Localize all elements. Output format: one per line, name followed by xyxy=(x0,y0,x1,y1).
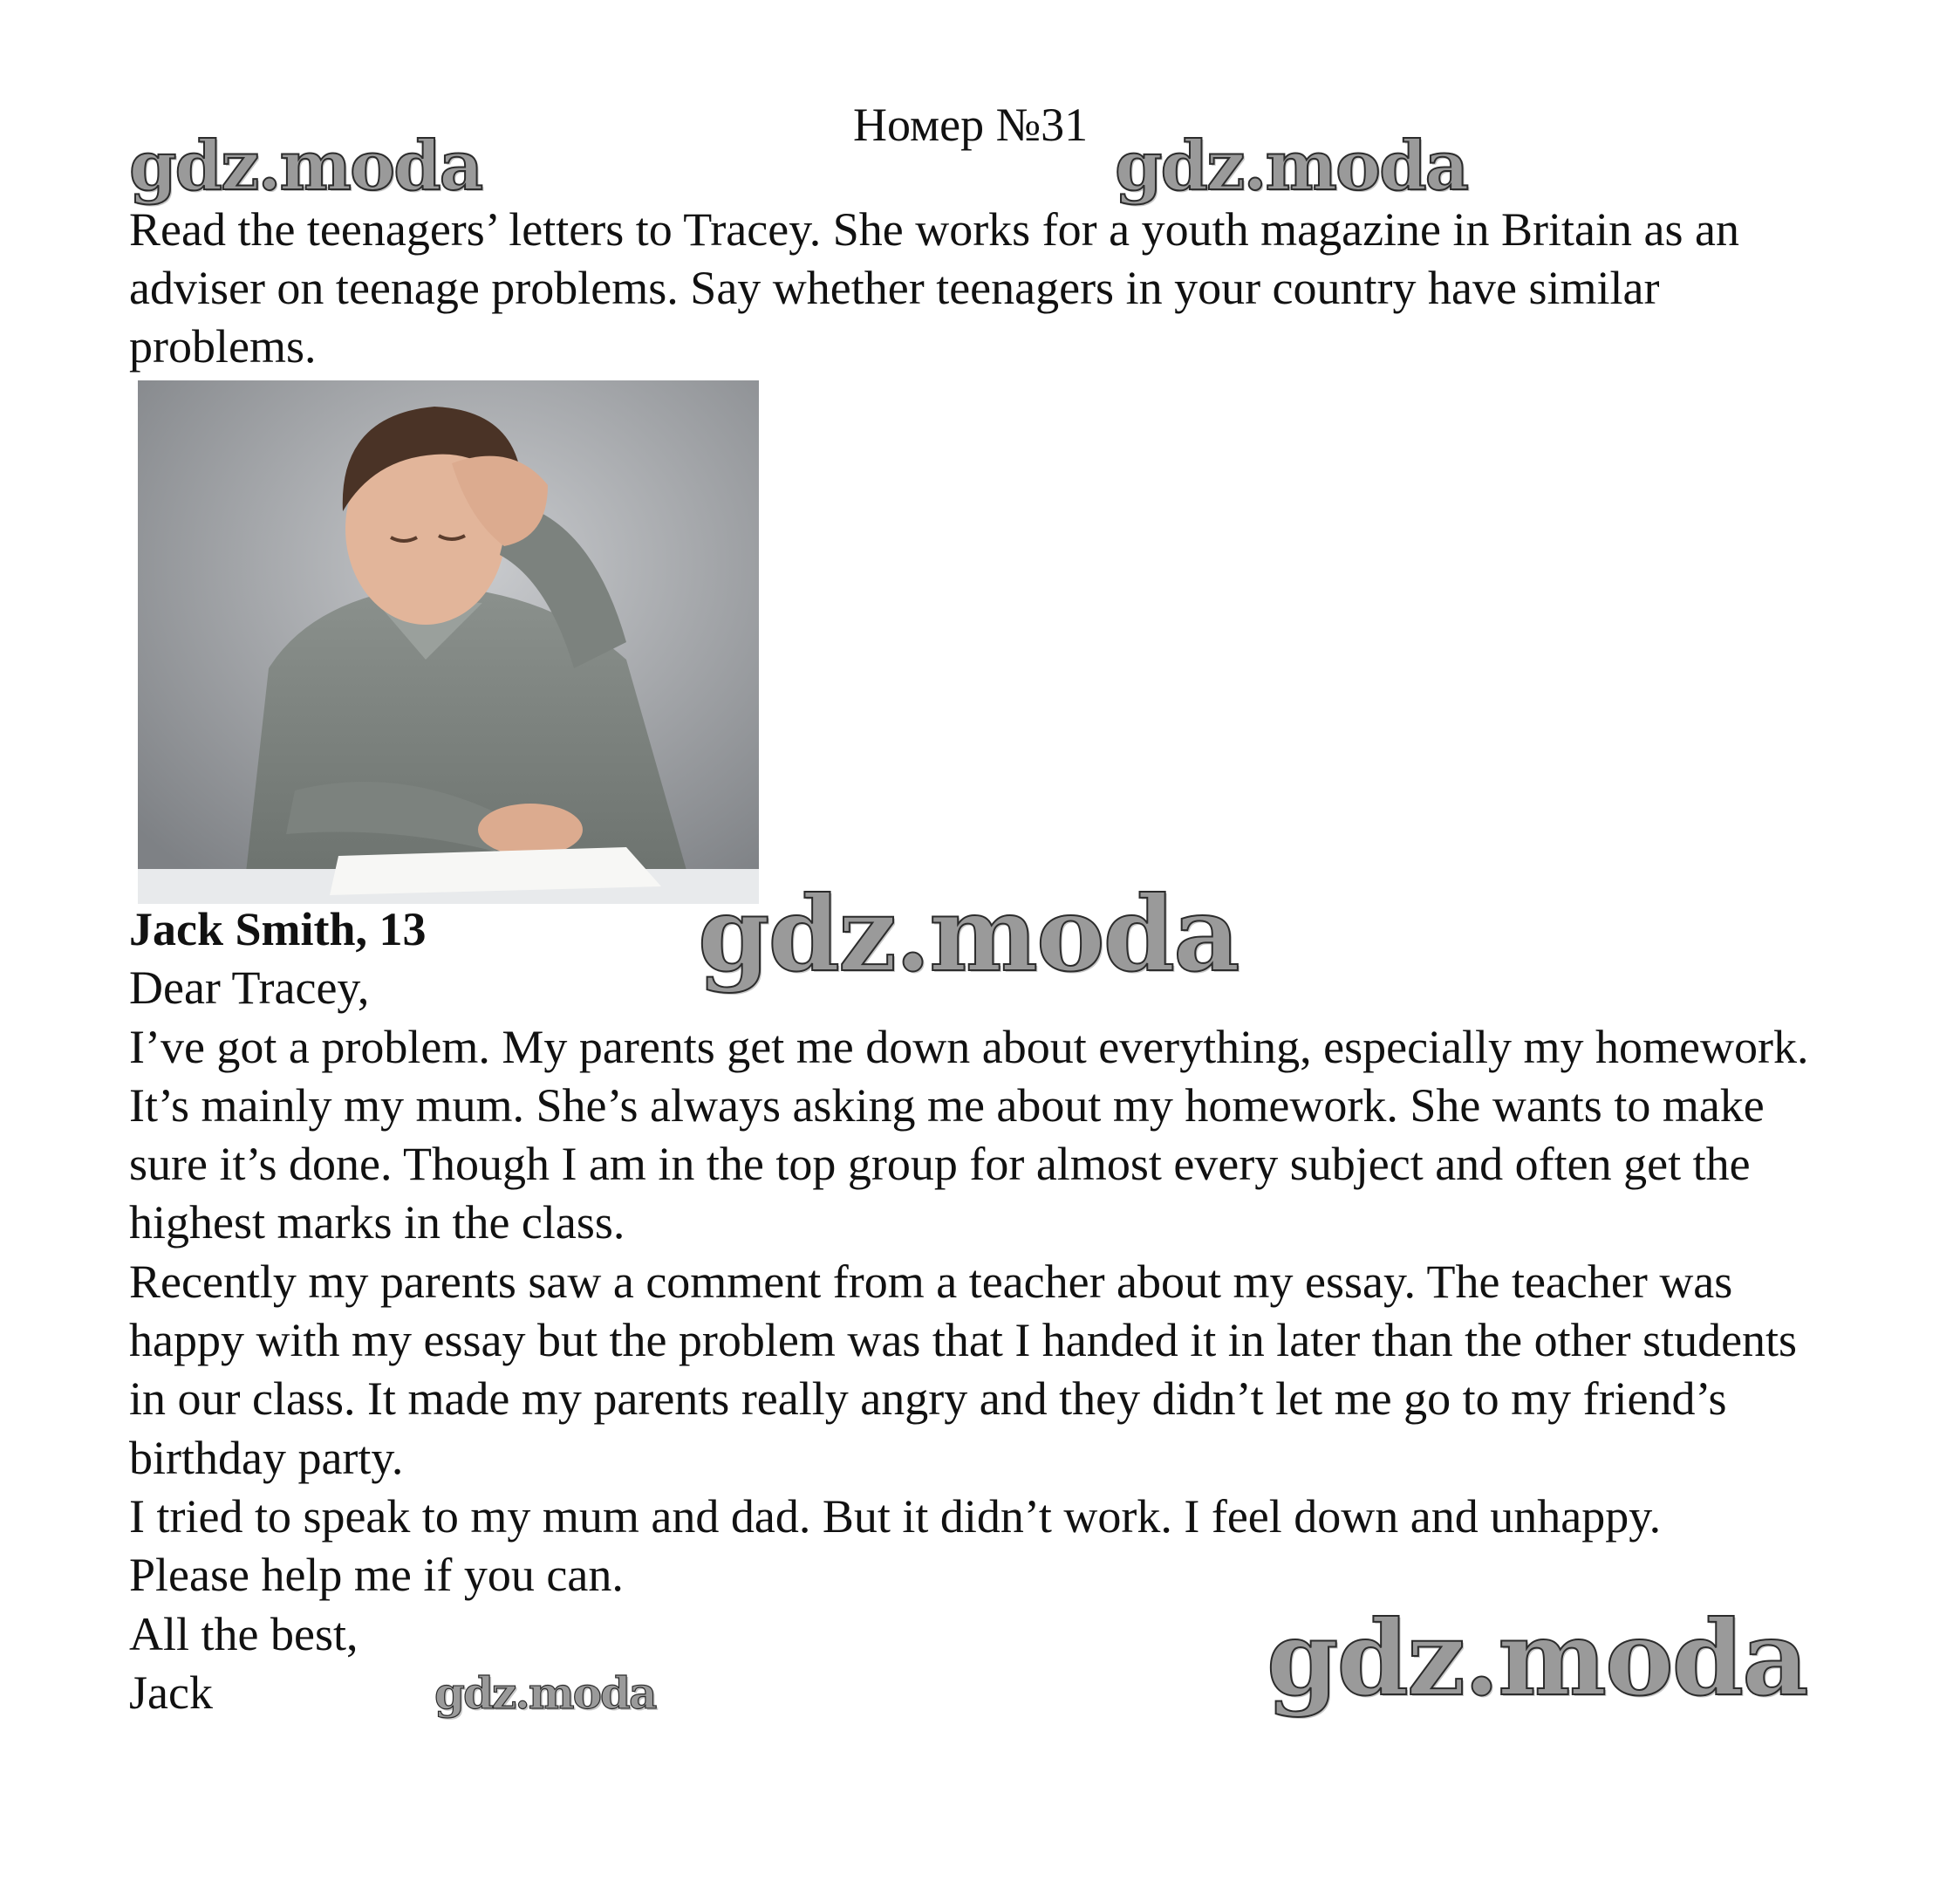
letter-paragraph: Recently my parents saw a comment from a teacher about my essay. The teacher was happy with my essay but the problem was that I handed it in later than the other students in our class. It made my parents really angry and they didn’t let me go to my friend’s birthday party. xyxy=(129,1255,1798,1484)
letter-paragraph: Please help me if you can. xyxy=(129,1549,624,1602)
teen-boy-photo xyxy=(138,380,759,904)
watermark: gdz.moda xyxy=(1267,1598,1807,1719)
teen-boy-illustration xyxy=(138,380,759,904)
watermark: gdz.moda xyxy=(1115,127,1468,206)
letter-paragraph: I tried to speak to my mum and dad. But it didn’t work. I feel down and unhappy. xyxy=(129,1489,1662,1543)
page-title: Номер №31 xyxy=(853,99,1089,151)
letter-author: Jack Smith, 13 xyxy=(129,903,427,955)
watermark: gdz.moda xyxy=(129,127,482,206)
letter-closing: All the best, xyxy=(129,1607,359,1660)
task-instructions: Read the teenagers’ letters to Tracey. She works for a youth magazine in Britain as an adviser on teenage problems. Say whether teenagers in your country have similar problems. xyxy=(129,203,1739,373)
letter-signature: Jack xyxy=(129,1666,213,1719)
letter-greeting: Dear Tracey, xyxy=(129,961,370,1015)
letter-paragraph: I’ve got a problem. My parents get me down about everything, especially my homework. It’s mainly my mum. She’s always asking me about my homework. She wants to make sure it’s done. Though I am in the top group for almost every subject and often get the highest marks in the class. xyxy=(129,1020,1809,1249)
watermark: gdz.moda xyxy=(698,873,1239,995)
watermark: gdz.moda xyxy=(434,1667,656,1719)
